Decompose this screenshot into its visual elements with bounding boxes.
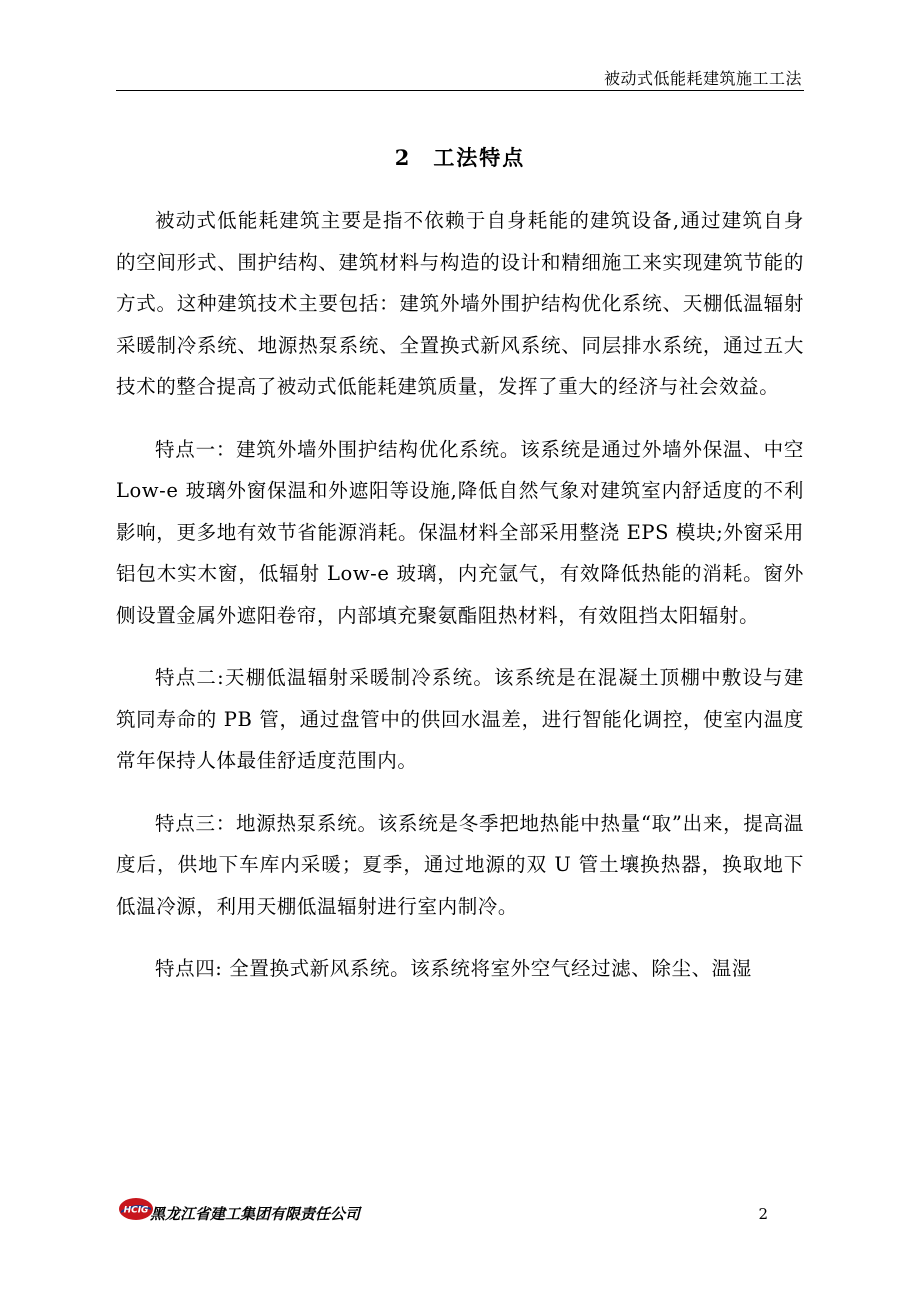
section-heading <box>116 142 804 172</box>
paragraph-feature-2: 特点二:天棚低温辐射采暖制冷系统。该系统是在混凝土顶棚中敷设与建筑同寿命的 PB 管，通过盘管中的供回水温差，进行智能化调控，使室内温度常年保持人体最佳舒适度范围内。 <box>116 666 804 772</box>
header-title: 被动式低能耗建筑施工工法 <box>603 69 802 88</box>
section-title: 工法特点 <box>433 145 526 170</box>
page-number: 2 <box>758 1205 768 1223</box>
paragraph-feature-3: 特点三：地源热泵系统。该系统是冬季把地热能中热量“取”出来，提高温度后，供地下车库内采暖；夏季，通过地源的双 U 管土壤换热器，换取地下低温冷源，利用天棚低温辐射进行室内制冷。 <box>116 811 804 918</box>
company-logo-icon <box>118 1196 154 1222</box>
page-header <box>116 62 804 91</box>
paragraph-feature-1: 特点一：建筑外墙外围护结构优化系统。该系统是通过外墙外保温、中空 Low-e 玻璃外窗保温和外遮阳等设施,降低自然气象对建筑室内舒适度的不利影响，更多地有效节省能源消耗。保温材料全部采用整浇 EPS 模块;外窗采用铝包木实木窗，低辐射 Low-e 玻璃，内充氩气，有效降低热能的消耗。窗外侧设置金属外遮阳卷帘，内部填充聚氨酯阻热材料，有效阻挡太阳辐射。 <box>116 437 804 627</box>
company-name: 黑龙江省建工集团有限责任公司 <box>150 1205 361 1223</box>
section-number: 2 <box>394 145 412 170</box>
page-footer <box>116 1196 804 1228</box>
document-body <box>116 200 804 1011</box>
logo-text: HCIG <box>123 1205 149 1216</box>
paragraph-intro: 被动式低能耗建筑主要是指不依赖于自身耗能的建筑设备,通过建筑自身的空间形式、围护结构、建筑材料与构造的设计和精细施工来实现建筑节能的方式。这种建筑技术主要包括：建筑外墙外围护结构优化系统、天棚低温辐射采暖制冷系统、地源热泵系统、全置换式新风系统、同层排水系统，通过五大技术的整合提高了被动式低能耗建筑质量，发挥了重大的经济与社会效益。 <box>116 209 804 398</box>
paragraph-feature-4: 特点四: 全置换式新风系统。该系统将室外空气经过滤、除尘、温湿 <box>155 957 752 980</box>
